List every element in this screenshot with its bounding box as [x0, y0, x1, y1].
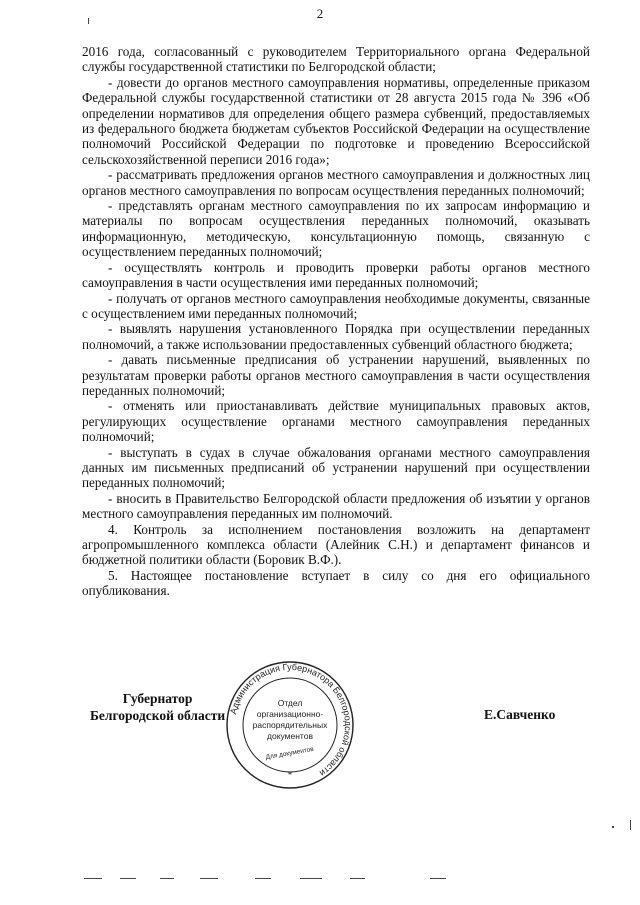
signatory-title-line1: Губернатор — [122, 691, 193, 706]
document-body — [82, 44, 590, 599]
paragraph: - осуществлять контроль и проводить проверки работы органов местного самоуправления в части осуществления ими переданных полномочий; — [82, 259, 590, 291]
stamp-bottom-text: Для документов — [265, 745, 315, 762]
star-icon: * — [287, 770, 293, 780]
scan-mark — [200, 878, 218, 879]
stamp-inner-line3: распорядительных — [252, 720, 328, 730]
scan-mark — [630, 820, 631, 830]
scan-mark — [88, 18, 89, 24]
scan-mark — [430, 878, 446, 879]
paragraph: - вносить в Правительство Белгородской области предложения об изъятии у органов местного самоуправления переданных им полномочий. — [82, 490, 590, 522]
signatory-title-line2: Белгородской области — [90, 708, 226, 723]
scan-mark — [84, 878, 102, 879]
paragraph: - рассматривать предложения органов местного самоуправления и должностных лиц органов местного самоуправления по вопросам осуществления переданных полномочий; — [82, 167, 590, 198]
scan-mark — [612, 826, 614, 828]
paragraph: 4. Контроль за исполнением постановления возложить на департамент агропромышленного комплекса области (Алейник С.Н.) и департамент финансов и бюджетной политики области (Боровик В.Ф.). — [82, 521, 590, 568]
paragraph: - выявлять нарушения установленного Порядка при осуществлении переданных полномочий, а также использовании предоставленных субвенций областного бюджета; — [82, 321, 590, 352]
official-stamp — [225, 660, 355, 790]
page-number: 2 — [316, 6, 324, 21]
paragraph: - получать от органов местного самоуправления необходимые документы, связанные с осуществлением ими переданных полномочий; — [82, 290, 590, 321]
scan-mark — [255, 878, 271, 879]
paragraph: 5. Настоящее постановление вступает в силу со дня его официального опубликования. — [82, 567, 590, 599]
signatory-name: Е.Савченко — [484, 707, 556, 722]
paragraph: - выступать в судах в случае обжалования органами местного самоуправления данных им письменных предписаний об устранении нарушений при осуществлении переданных полномочий; — [82, 444, 590, 491]
stamp-outer-text: Администрация Губернатора Белгородской области — [228, 661, 354, 779]
stamp-inner-line1: Отдел — [277, 698, 303, 708]
stamp-inner-line2: организационно- — [256, 709, 324, 719]
scan-mark — [350, 878, 365, 879]
scan-mark — [300, 878, 322, 879]
paragraph: - довести до органов местного самоуправления нормативы, определенные приказом Федеральной службы государственной статистики от 28 августа 2015 года № 396 «Об определении нормативов для определения общего размера субвенций, предоставляемых из федерального бюджета бюджетам субъектов Российской Федерации на осуществление полномочий Российской Федерации по подготовке и проведению Всероссийской сельскохозяйственной переписи 2016 года»; — [82, 74, 590, 167]
signatory-title — [90, 690, 225, 724]
stamp-inner-line4: документов — [267, 731, 313, 741]
paragraph: 2016 года, согласованный с руководителем Территориального органа Федеральной службы государственной статистики по Белгородской области; — [82, 44, 590, 75]
scan-mark — [120, 878, 136, 879]
paragraph: - представлять органам местного самоуправления по их запросам информацию и материалы по вопросам осуществления переданных полномочий, оказывать информационную, методическую, консультационную помощь, связанную с осуществлением переданных полномочий; — [82, 198, 590, 260]
scan-mark — [160, 878, 174, 879]
paragraph: - отменять или приостанавливать действие муниципальных правовых актов, регулирующих осуществление органами местного самоуправления переданных полномочий; — [82, 398, 590, 445]
paragraph: - давать письменные предписания об устранении нарушений, выявленных по результатам проверки работы органов местного самоуправления в части осуществления переданных полномочий; — [82, 352, 590, 398]
